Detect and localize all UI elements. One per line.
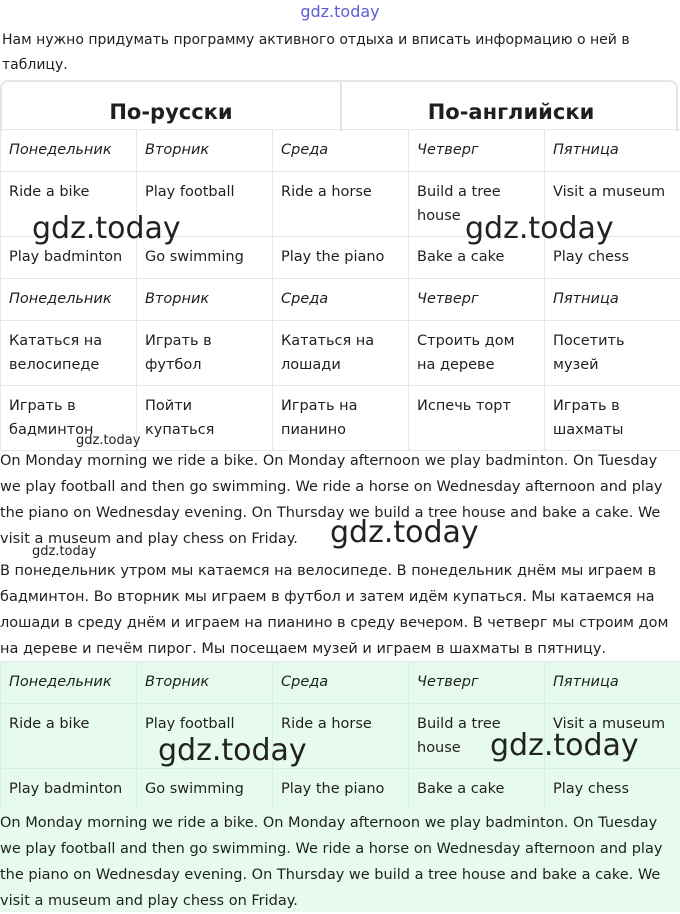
day-cell: Понедельник	[1, 130, 137, 172]
watermark-text: gdz.today	[490, 728, 639, 763]
activity-cell: Кататься на лошади	[273, 321, 409, 386]
russian-header: По-русски	[2, 100, 340, 124]
activity-cell: Испечь торт	[409, 386, 545, 451]
paragraph-russian: В понедельник утром мы катаемся на велосипеде. В понедельник днём мы играем в бадминтон. Во вторник мы играем в футбол и затем идём купаться. Мы катаемся на лошади в среду днём и играем на пианино в среду вечером. В четверг мы строим дом на дереве и печём пирог. Мы посещаем музей и играем в шахматы в пятницу.	[0, 558, 675, 662]
activity-cell: Ride a horse	[273, 172, 409, 237]
activity-cell: Пойти купаться	[137, 386, 273, 451]
paragraph-english-answer: On Monday morning we ride a bike. On Monday afternoon we play badminton. On Tuesday we play football and then go swimming. We ride a horse on Wednesday afternoon and play the piano on Wednesday evening. On Thursday we build a tree house and bake a cake. We visit a museum and play chess on Friday.	[0, 810, 680, 912]
top-watermark: gdz.today	[0, 2, 680, 21]
activity-cell: Играть в футбол	[137, 321, 273, 386]
activity-cell: Visit a museum	[545, 172, 680, 237]
table-row-en-1	[1, 172, 680, 237]
activity-cell: Play badminton	[1, 237, 137, 279]
activity-cell: Ride a horse	[273, 704, 409, 769]
schedule-table	[0, 129, 680, 451]
activity-cell: Build a tree house	[409, 172, 545, 237]
day-cell: Среда	[273, 662, 409, 704]
table-row-days-2	[1, 279, 680, 321]
activity-cell: Play chess	[545, 237, 680, 279]
day-cell: Понедельник	[1, 662, 137, 704]
activity-cell: Кататься на велосипеде	[1, 321, 137, 386]
activity-cell: Строить дом на дереве	[409, 321, 545, 386]
language-header-card	[0, 80, 678, 132]
activity-cell: Visit a museum	[545, 704, 680, 769]
activity-cell: Bake a cake	[409, 769, 545, 811]
activity-cell: Играть на пианино	[273, 386, 409, 451]
day-cell: Вторник	[137, 130, 273, 172]
activity-cell: Play chess	[545, 769, 680, 811]
activity-cell: Play football	[137, 704, 273, 769]
day-cell: Понедельник	[1, 279, 137, 321]
activity-cell: Bake a cake	[409, 237, 545, 279]
watermark-text: gdz.today	[32, 544, 96, 559]
intro-text: Нам нужно придумать программу активного отдыха и вписать информацию о ней в таблицу.	[2, 28, 672, 78]
activity-cell: Ride a bike	[1, 704, 137, 769]
activity-cell: Играть в бадминтон	[1, 386, 137, 451]
day-cell: Пятница	[545, 130, 680, 172]
day-cell: Пятница	[545, 662, 680, 704]
day-cell: Четверг	[409, 662, 545, 704]
activity-cell: Play football	[137, 172, 273, 237]
watermark-text: gdz.today	[330, 515, 479, 550]
activity-cell: Build a tree house	[409, 704, 545, 769]
watermark-text: gdz.today	[465, 211, 614, 246]
activity-cell: Play the piano	[273, 237, 409, 279]
watermark-text: gdz.today	[32, 211, 181, 246]
watermark-text: gdz.today	[158, 733, 307, 768]
activity-cell: Play badminton	[1, 769, 137, 811]
table-row-days-1	[1, 130, 680, 172]
day-cell: Четверг	[409, 279, 545, 321]
watermark-text: gdz.today	[76, 433, 140, 448]
table-row-en-4	[1, 769, 680, 811]
day-cell: Среда	[273, 130, 409, 172]
table-row-en-3	[1, 704, 680, 769]
day-cell: Среда	[273, 279, 409, 321]
paragraph-english: On Monday morning we ride a bike. On Monday afternoon we play badminton. On Tuesday we play football and then go swimming. We ride a horse on Wednesday afternoon and play the piano on Wednesday evening. On Thursday we build a tree house and bake a cake. We visit a museum and play chess on Friday.	[0, 448, 675, 552]
table-row-ru-1	[1, 321, 680, 386]
activity-cell: Ride a bike	[1, 172, 137, 237]
activity-cell: Go swimming	[137, 769, 273, 811]
table-row-ru-2	[1, 386, 680, 451]
activity-cell: Играть в шахматы	[545, 386, 680, 451]
day-cell: Пятница	[545, 279, 680, 321]
day-cell: Вторник	[137, 279, 273, 321]
activity-cell: Play the piano	[273, 769, 409, 811]
activity-cell: Go swimming	[137, 237, 273, 279]
answer-table	[0, 661, 680, 811]
english-header: По-английски	[342, 100, 678, 124]
day-cell: Четверг	[409, 130, 545, 172]
table-row-en-2	[1, 237, 680, 279]
table-row-days-3	[1, 662, 680, 704]
activity-cell: Посетить музей	[545, 321, 680, 386]
day-cell: Вторник	[137, 662, 273, 704]
